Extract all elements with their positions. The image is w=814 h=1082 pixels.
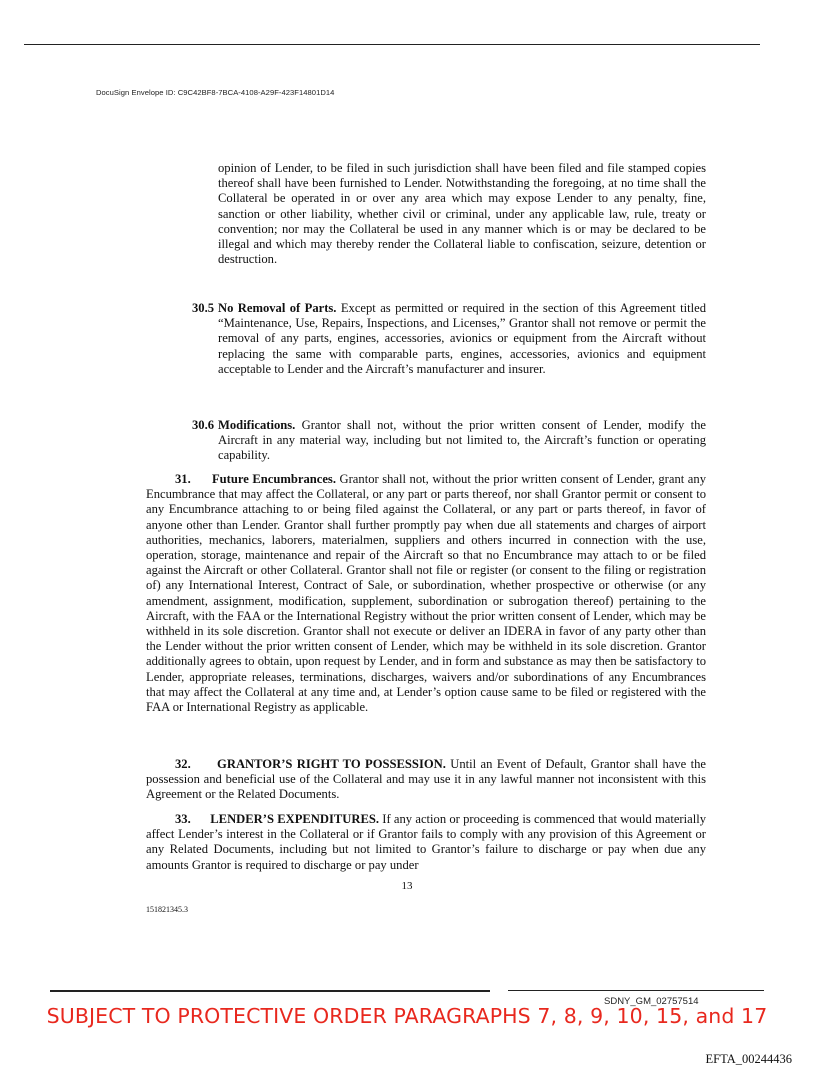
- section-32-paragraph: [146, 757, 706, 803]
- bates-number: SDNY_GM_02757514: [604, 996, 699, 1007]
- section-30-6-paragraph: [218, 418, 706, 464]
- docusign-envelope-id: DocuSign Envelope ID: C9C42BF8-7BCA-4108-A29F-423F14801D14: [96, 88, 335, 97]
- section-30-5-text: Except as permitted or required in the section of this Agreement titled “Maintenance, Use, Repairs, Inspections, and Licenses,” Grantor shall not remove or permit the removal of any parts, engines, accessories, avionics or equipment from the Aircraft without replacing the same with comparable parts, engines, accessories, avionics and equipment acceptable to Lender and the Aircraft’s manufacturer and insurer.: [218, 301, 706, 376]
- section-30-5-number: 30.5: [192, 301, 215, 315]
- section-33-text: If any action or proceeding is commenced that would materially affect Lender’s interest in the Collateral or if Grantor fails to comply with any provision of this Agreement or any Related Documents, including but not limited to Grantor’s failure to discharge or pay when due any amounts Grantor is required to discharge or pay under: [146, 812, 706, 872]
- bottom-rule-right: [508, 990, 764, 991]
- section-31-paragraph: [146, 472, 706, 715]
- section-33-paragraph: [146, 812, 706, 873]
- document-number: 151821345.3: [146, 905, 188, 914]
- section-30-6-text: Grantor shall not, without the prior written consent of Lender, modify the Aircraft in any material way, including but not limited to, the Aircraft’s function or operating capability.: [218, 418, 706, 463]
- section-31-number: 31.: [175, 472, 191, 486]
- section-33-title: LENDER’S EXPENDITURES.: [210, 812, 380, 826]
- section-31-text: Grantor shall not, without the prior written consent of Lender, grant any Encumbrance that may affect the Collateral, or any part or parts thereof, nor shall Grantor permit or consent to any Encumbrance attaching to or being filed against the Collateral, or any part or parts thereof, in favor of anyone other than Lender. Grantor shall further promptly pay when due all statements and charges of airport authorities, mechanics, laborers, materialmen, suppliers and others incurred in connection with the use, operation, storage, maintenance and repair of the Aircraft so that no Encumbrance may attach to or be filed against the Aircraft or other Collateral. Grantor shall not file or register (or consent to the filing or registration of) any International Interest, Contract of Sale, or subordination, whether prospective or otherwise (or any amendment, assignment, modification, supplement, subordination or subrogation thereof) pertaining to the Aircraft, with the FAA or the International Registry without the prior written consent of Lender, which may be withheld in its sole discretion. Grantor shall not execute or deliver an IDERA in favor of any party other than the Lender without the prior written consent of Lender, which may be withheld in its sole discretion. Grantor additionally agrees to obtain, upon request by Lender, and in form and substance as may then be satisfactory to Lender, appropriate releases, terminations, discharges, waivers and/or subordinations of any Encumbrances that may affect the Collateral at any time and, at Lender’s option cause same to be filed or registered with the FAA or International Registry as applicable.: [146, 472, 706, 715]
- top-rule: [24, 44, 760, 45]
- bottom-rule-left: [50, 990, 490, 992]
- page-number: 13: [401, 880, 413, 892]
- section-32-text: Until an Event of Default, Grantor shall have the possession and beneficial use of the Collateral and may use it in any lawful manner not inconsistent with this Agreement or the Related Documents.: [146, 757, 706, 802]
- efta-number: EFTA_00244436: [705, 1052, 792, 1066]
- section-30-5-title: No Removal of Parts.: [218, 301, 337, 315]
- section-31-title: Future Encumbrances.: [211, 472, 336, 486]
- continuation-paragraph: opinion of Lender, to be filed in such jurisdiction shall have been filed and file stamped copies thereof shall have been furnished to Lender. Notwithstanding the foregoing, at no time shall the Collateral be operated in or over any area which may expose Lender to any penalty, fine, sanction or other liability, whether civil or criminal, under any applicable law, rule, treaty or convention; nor may the Collateral be used in any manner which is or may be declared to be illegal and which may thereby render the Collateral liable to confiscation, seizure, detention or destruction.: [218, 161, 706, 267]
- protective-order-notice: SUBJECT TO PROTECTIVE ORDER PARAGRAPHS 7, 8, 9, 10, 15, and 17: [46, 1004, 768, 1028]
- section-32-number: 32.: [175, 757, 191, 771]
- section-32-title: GRANTOR’S RIGHT TO POSSESSION.: [217, 757, 446, 771]
- section-30-6-number: 30.6: [192, 418, 215, 432]
- section-33-number: 33.: [175, 812, 191, 826]
- section-30-6-title: Modifications.: [218, 418, 296, 432]
- section-30-5-paragraph: [218, 301, 706, 377]
